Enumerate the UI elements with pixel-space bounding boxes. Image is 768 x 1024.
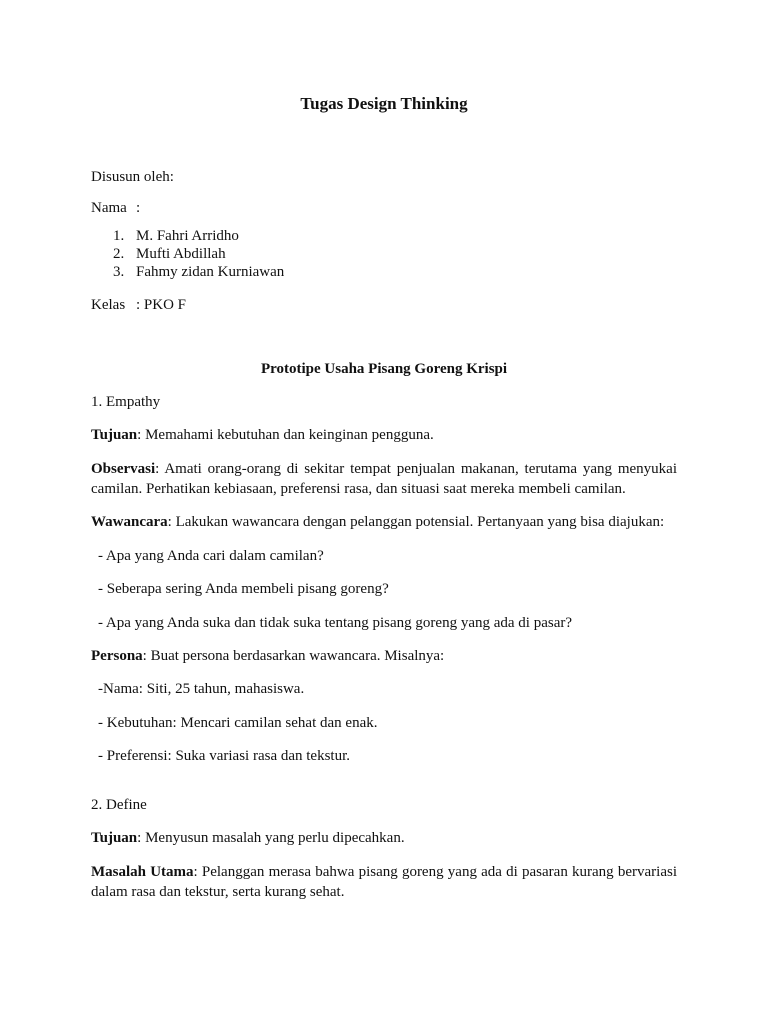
persona-label: Persona [91,648,143,664]
observasi-label: Observasi [91,461,156,477]
name-label: Nama [91,200,127,216]
tujuan-label: Tujuan [91,830,138,846]
wawancara-label: Wawancara [91,514,168,530]
empathy-heading: 1. Empathy [91,394,161,410]
name-row [91,198,140,218]
masalah-label: Masalah Utama [91,864,194,880]
empathy-wawancara [91,512,677,532]
class-row [91,295,186,315]
masalah-text: : Pelanggan merasa bahwa pisang goreng yang ada di pasaran kurang bervariasi dalam rasa dan tekstur, serta kurang sehat. [91,864,678,900]
question-item: - Seberapa sering Anda membeli pisang goreng? [98,581,389,597]
define-tujuan [91,828,677,848]
define-masalah [91,862,677,902]
section-subtitle: Prototipe Usaha Pisang Goreng Krispi [260,361,508,377]
persona-text: : Buat persona berdasarkan wawancara. Misalnya: [142,648,445,664]
define-heading: 2. Define [91,797,147,813]
list-item-name: Fahmy zidan Kurniawan [136,264,285,280]
empathy-observasi [91,459,677,499]
tujuan-label: Tujuan [91,427,138,443]
tujuan-text: : Memahami kebutuhan dan keinginan pengguna. [137,427,434,443]
empathy-tujuan [91,425,677,445]
persona-item: -Nama: Siti, 25 tahun, mahasiswa. [98,681,305,697]
class-value: : PKO F [136,297,187,313]
list-item-number: 3. [113,264,125,280]
list-item [91,263,284,281]
list-item-name: Mufti Abdillah [136,246,226,262]
name-separator: : [136,200,141,216]
question-item: - Apa yang Anda suka dan tidak suka tentang pisang goreng yang ada di pasar? [98,615,573,631]
question-item: - Apa yang Anda cari dalam camilan? [98,548,324,564]
compiled-by-label: Disusun oleh: [91,169,174,185]
persona-item: - Kebutuhan: Mencari camilan sehat dan enak. [98,715,378,731]
tujuan-text: : Menyusun masalah yang perlu dipecahkan. [137,830,405,846]
observasi-text: : Amati orang-orang di sekitar tempat penjualan makanan, terutama yang menyukai camilan. Perhatikan kebiasaan, preferensi rasa, dan situasi saat mereka membeli camilan. [91,461,677,497]
persona-item: - Preferensi: Suka variasi rasa dan tekstur. [98,748,351,764]
list-item-number: 1. [113,228,125,244]
list-item-number: 2. [113,246,125,262]
wawancara-text: : Lakukan wawancara dengan pelanggan potensial. Pertanyaan yang bisa diajukan: [167,514,665,530]
member-list [91,227,284,281]
list-item-name: M. Fahri Arridho [136,228,239,244]
list-item [91,245,284,263]
list-item [91,227,284,245]
class-label: Kelas [91,297,126,313]
empathy-persona [91,646,677,666]
document-title: Tugas Design Thinking [300,94,468,113]
